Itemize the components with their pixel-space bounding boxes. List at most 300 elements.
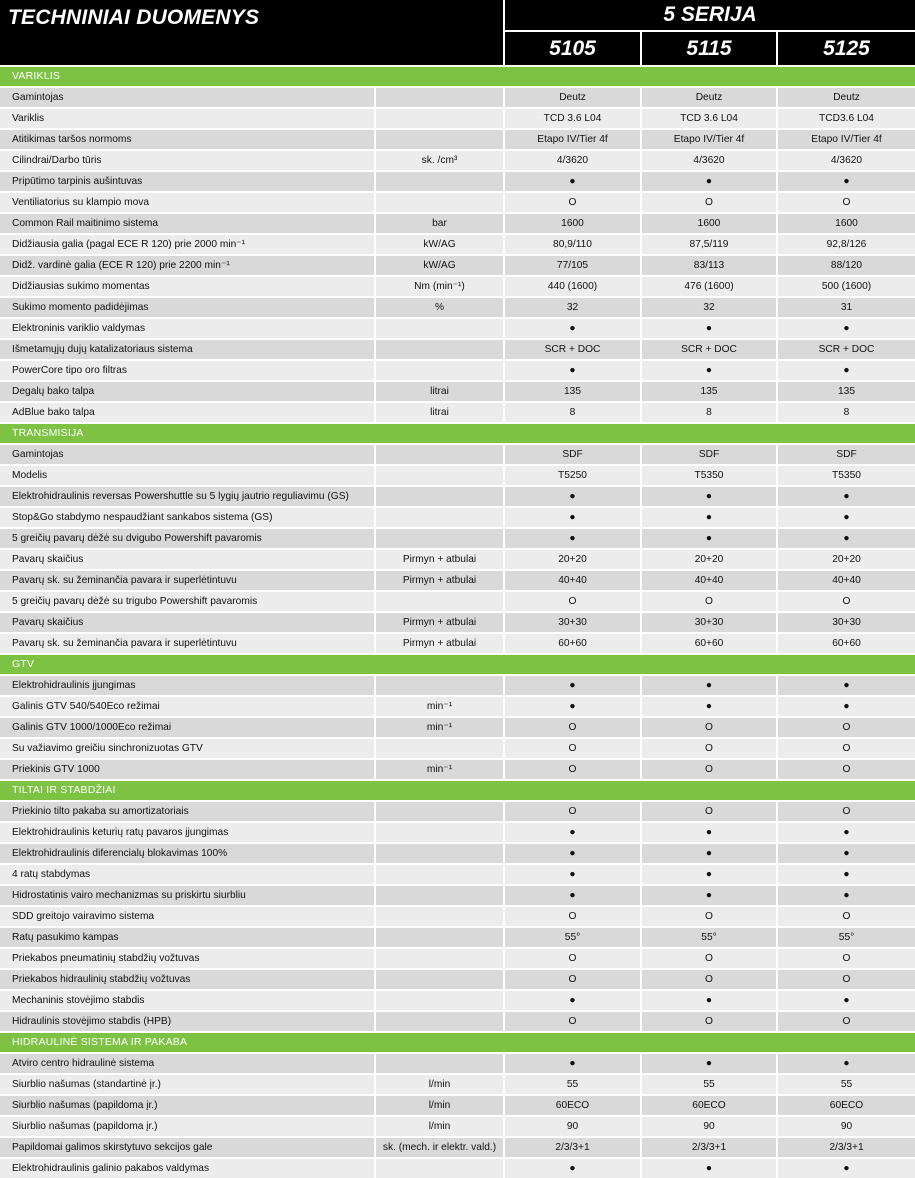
table-row <box>0 193 915 212</box>
spec-value-model-5105: O <box>505 802 640 821</box>
spec-name: Pavarų sk. su žeminančia pavara ir superlėtintuvu <box>0 571 376 590</box>
spec-unit <box>376 109 503 128</box>
spec-value-model-5115: ● <box>642 865 776 884</box>
spec-value-model-5115: ● <box>642 697 776 716</box>
spec-unit <box>376 319 503 338</box>
table-row <box>0 1012 915 1031</box>
spec-name: Didž. vardinė galia (ECE R 120) prie 2200 min⁻¹ <box>0 256 376 275</box>
spec-value-model-5115: 40+40 <box>642 571 776 590</box>
spec-value-model-5105: ● <box>505 361 640 380</box>
spec-value-model-5115: O <box>642 802 776 821</box>
spec-name: AdBlue bako talpa <box>0 403 376 422</box>
section-header: HIDRAULINĖ SISTEMA IR PAKABA <box>0 1033 915 1052</box>
spec-value-model-5115: 4/3620 <box>642 151 776 170</box>
spec-value-model-5105: 60ECO <box>505 1096 640 1115</box>
spec-value-model-5115: O <box>642 970 776 989</box>
spec-name: Variklis <box>0 109 376 128</box>
spec-value-model-5105: 8 <box>505 403 640 422</box>
spec-value-model-5125: Etapo IV/Tier 4f <box>778 130 915 149</box>
spec-value-model-5115: SCR + DOC <box>642 340 776 359</box>
spec-value-model-5105: 80,9/110 <box>505 235 640 254</box>
table-row <box>0 403 915 422</box>
spec-value-model-5125: 40+40 <box>778 571 915 590</box>
spec-name: 4 ratų stabdymas <box>0 865 376 884</box>
spec-value-model-5105: ● <box>505 823 640 842</box>
spec-unit <box>376 487 503 506</box>
spec-value-model-5125: ● <box>778 676 915 695</box>
spec-value-model-5115: 30+30 <box>642 613 776 632</box>
spec-value-model-5105: O <box>505 193 640 212</box>
spec-name: Priekinio tilto pakaba su amortizatoriais <box>0 802 376 821</box>
spec-unit <box>376 592 503 611</box>
spec-value-model-5115: ● <box>642 487 776 506</box>
spec-value-model-5125: ● <box>778 172 915 191</box>
table-row <box>0 445 915 464</box>
spec-value-model-5125: Deutz <box>778 88 915 107</box>
spec-value-model-5115: ● <box>642 319 776 338</box>
spec-value-model-5115: 1600 <box>642 214 776 233</box>
spec-value-model-5105: 55° <box>505 928 640 947</box>
model-5115-header: 5115 <box>642 32 776 65</box>
spec-value-model-5105: ● <box>505 865 640 884</box>
table-row <box>0 802 915 821</box>
spec-value-model-5115: ● <box>642 844 776 863</box>
spec-unit <box>376 340 503 359</box>
spec-name: Common Rail maitinimo sistema <box>0 214 376 233</box>
spec-value-model-5125: 500 (1600) <box>778 277 915 296</box>
spec-unit <box>376 508 503 527</box>
spec-value-model-5105: O <box>505 592 640 611</box>
spec-value-model-5115: 60ECO <box>642 1096 776 1115</box>
spec-value-model-5125: 4/3620 <box>778 151 915 170</box>
spec-value-model-5115: ● <box>642 361 776 380</box>
spec-value-model-5115: O <box>642 1012 776 1031</box>
spec-value-model-5125: T5350 <box>778 466 915 485</box>
spec-value-model-5105: SCR + DOC <box>505 340 640 359</box>
spec-unit <box>376 1012 503 1031</box>
table-row <box>0 907 915 926</box>
spec-name: Gamintojas <box>0 445 376 464</box>
spec-name: Priekinis GTV 1000 <box>0 760 376 779</box>
spec-value-model-5105: 135 <box>505 382 640 401</box>
table-row <box>0 319 915 338</box>
spec-unit <box>376 676 503 695</box>
spec-unit <box>376 88 503 107</box>
spec-value-model-5125: O <box>778 1012 915 1031</box>
spec-unit: l/min <box>376 1075 503 1094</box>
spec-value-model-5115: ● <box>642 529 776 548</box>
spec-name: SDD greitojo vairavimo sistema <box>0 907 376 926</box>
spec-value-model-5125: ● <box>778 319 915 338</box>
spec-value-model-5105: O <box>505 949 640 968</box>
spec-value-model-5105: ● <box>505 172 640 191</box>
spec-value-model-5115: TCD 3.6 L04 <box>642 109 776 128</box>
spec-value-model-5115: 476 (1600) <box>642 277 776 296</box>
spec-value-model-5125: O <box>778 193 915 212</box>
spec-value-model-5115: O <box>642 592 776 611</box>
spec-name: Pavarų skaičius <box>0 613 376 632</box>
table-row <box>0 214 915 233</box>
spec-unit <box>376 949 503 968</box>
spec-unit <box>376 865 503 884</box>
spec-value-model-5125: ● <box>778 487 915 506</box>
table-row <box>0 466 915 485</box>
spec-name: Elektrohidraulinis įjungimas <box>0 676 376 695</box>
table-row <box>0 613 915 632</box>
spec-unit <box>376 844 503 863</box>
spec-value-model-5125: 60ECO <box>778 1096 915 1115</box>
spec-name: Didžiausia galia (pagal ECE R 120) prie 2000 min⁻¹ <box>0 235 376 254</box>
table-row <box>0 1054 915 1073</box>
table-row <box>0 928 915 947</box>
table-header <box>0 0 915 65</box>
spec-unit <box>376 739 503 758</box>
spec-value-model-5115: 90 <box>642 1117 776 1136</box>
spec-value-model-5105: ● <box>505 676 640 695</box>
spec-value-model-5115: 60+60 <box>642 634 776 653</box>
spec-name: Hidrostatinis vairo mechanizmas su priskirtu siurbliu <box>0 886 376 905</box>
spec-unit <box>376 1054 503 1073</box>
spec-name: Elektrohidraulinis reversas Powershuttle su 5 lygių jautrio reguliavimu (GS) <box>0 487 376 506</box>
spec-value-model-5105: 90 <box>505 1117 640 1136</box>
page-title: TECHNINIAI DUOMENYS <box>0 0 503 65</box>
table-row <box>0 151 915 170</box>
spec-value-model-5105: O <box>505 970 640 989</box>
spec-value-model-5115: ● <box>642 1159 776 1178</box>
spec-name: Papildomai galimos skirstytuvo sekcijos gale <box>0 1138 376 1157</box>
spec-name: Mechaninis stovėjimo stabdis <box>0 991 376 1010</box>
spec-value-model-5125: 92,8/126 <box>778 235 915 254</box>
section-header: GTV <box>0 655 915 674</box>
spec-unit: sk. /cm³ <box>376 151 503 170</box>
spec-unit: min⁻¹ <box>376 697 503 716</box>
table-row <box>0 88 915 107</box>
spec-value-model-5125: ● <box>778 697 915 716</box>
table-row <box>0 970 915 989</box>
spec-value-model-5125: 88/120 <box>778 256 915 275</box>
spec-value-model-5115: O <box>642 907 776 926</box>
table-row <box>0 529 915 548</box>
spec-value-model-5105: ● <box>505 991 640 1010</box>
spec-unit <box>376 802 503 821</box>
spec-value-model-5115: Etapo IV/Tier 4f <box>642 130 776 149</box>
spec-value-model-5115: Deutz <box>642 88 776 107</box>
spec-name: Degalų bako talpa <box>0 382 376 401</box>
spec-unit: Pirmyn + atbulai <box>376 613 503 632</box>
spec-name: Stop&Go stabdymo nespaudžiant sankabos sistema (GS) <box>0 508 376 527</box>
table-row <box>0 718 915 737</box>
spec-name: Ratų pasukimo kampas <box>0 928 376 947</box>
spec-unit: % <box>376 298 503 317</box>
table-row <box>0 487 915 506</box>
spec-value-model-5115: SDF <box>642 445 776 464</box>
spec-value-model-5105: O <box>505 739 640 758</box>
spec-value-model-5105: 60+60 <box>505 634 640 653</box>
spec-name: Elektrohidraulinis diferencialų blokavimas 100% <box>0 844 376 863</box>
spec-value-model-5125: 1600 <box>778 214 915 233</box>
table-row <box>0 298 915 317</box>
spec-value-model-5115: ● <box>642 886 776 905</box>
spec-unit <box>376 886 503 905</box>
spec-value-model-5115: ● <box>642 991 776 1010</box>
spec-value-model-5105: T5250 <box>505 466 640 485</box>
table-row <box>0 508 915 527</box>
spec-value-model-5115: 32 <box>642 298 776 317</box>
spec-unit <box>376 970 503 989</box>
spec-value-model-5125: 55 <box>778 1075 915 1094</box>
table-row <box>0 949 915 968</box>
spec-value-model-5105: O <box>505 760 640 779</box>
spec-value-model-5115: O <box>642 739 776 758</box>
table-row <box>0 130 915 149</box>
spec-value-model-5115: 87,5/119 <box>642 235 776 254</box>
table-row <box>0 571 915 590</box>
spec-value-model-5105: 55 <box>505 1075 640 1094</box>
spec-unit <box>376 928 503 947</box>
spec-value-model-5105: O <box>505 907 640 926</box>
spec-unit: litrai <box>376 382 503 401</box>
spec-value-model-5115: ● <box>642 676 776 695</box>
spec-value-model-5125: ● <box>778 508 915 527</box>
spec-value-model-5125: 30+30 <box>778 613 915 632</box>
model-5125-header: 5125 <box>778 32 915 65</box>
spec-value-model-5125: ● <box>778 865 915 884</box>
spec-value-model-5115: ● <box>642 823 776 842</box>
spec-name: Išmetamųjų dujų katalizatoriaus sistema <box>0 340 376 359</box>
spec-name: Pavarų skaičius <box>0 550 376 569</box>
table-row <box>0 1075 915 1094</box>
spec-unit <box>376 991 503 1010</box>
spec-value-model-5125: TCD3.6 L04 <box>778 109 915 128</box>
table-row <box>0 823 915 842</box>
table-row <box>0 676 915 695</box>
table-row <box>0 256 915 275</box>
spec-value-model-5115: 20+20 <box>642 550 776 569</box>
spec-value-model-5105: ● <box>505 844 640 863</box>
spec-unit: l/min <box>376 1096 503 1115</box>
spec-value-model-5125: ● <box>778 991 915 1010</box>
spec-name: Atviro centro hidraulinė sistema <box>0 1054 376 1073</box>
spec-unit <box>376 361 503 380</box>
spec-name: Siurblio našumas (papildoma įr.) <box>0 1096 376 1115</box>
spec-value-model-5125: 8 <box>778 403 915 422</box>
spec-value-model-5105: 20+20 <box>505 550 640 569</box>
spec-value-model-5115: O <box>642 193 776 212</box>
spec-value-model-5115: 8 <box>642 403 776 422</box>
spec-value-model-5105: TCD 3.6 L04 <box>505 109 640 128</box>
spec-unit <box>376 1159 503 1178</box>
table-row <box>0 865 915 884</box>
spec-value-model-5125: ● <box>778 1054 915 1073</box>
spec-value-model-5115: 55° <box>642 928 776 947</box>
spec-value-model-5125: SCR + DOC <box>778 340 915 359</box>
spec-value-model-5125: O <box>778 949 915 968</box>
spec-value-model-5125: O <box>778 739 915 758</box>
spec-name: Priekabos hidraulinių stabdžių vožtuvas <box>0 970 376 989</box>
spec-name: Elektroninis variklio valdymas <box>0 319 376 338</box>
spec-value-model-5115: ● <box>642 1054 776 1073</box>
spec-name: Elektrohidraulinis galinio pakabos valdymas <box>0 1159 376 1178</box>
spec-unit <box>376 529 503 548</box>
model-5105-header: 5105 <box>505 32 640 65</box>
spec-unit: bar <box>376 214 503 233</box>
spec-name: Pripūtimo tarpinis aušintuvas <box>0 172 376 191</box>
spec-value-model-5125: 31 <box>778 298 915 317</box>
spec-value-model-5125: O <box>778 802 915 821</box>
spec-name: Galinis GTV 1000/1000Eco režimai <box>0 718 376 737</box>
table-row <box>0 172 915 191</box>
table-row <box>0 109 915 128</box>
spec-value-model-5125: 2/3/3+1 <box>778 1138 915 1157</box>
spec-name: Didžiausias sukimo momentas <box>0 277 376 296</box>
spec-name: Pavarų sk. su žeminančia pavara ir superlėtintuvu <box>0 634 376 653</box>
spec-value-model-5125: ● <box>778 361 915 380</box>
spec-value-model-5125: O <box>778 592 915 611</box>
spec-value-model-5105: ● <box>505 886 640 905</box>
spec-value-model-5115: 83/113 <box>642 256 776 275</box>
spec-unit <box>376 193 503 212</box>
spec-value-model-5125: ● <box>778 823 915 842</box>
spec-value-model-5115: 135 <box>642 382 776 401</box>
table-row <box>0 760 915 779</box>
spec-value-model-5105: ● <box>505 319 640 338</box>
table-row <box>0 739 915 758</box>
spec-unit: min⁻¹ <box>376 718 503 737</box>
spec-name: Siurblio našumas (papildoma įr.) <box>0 1117 376 1136</box>
spec-name: PowerCore tipo oro filtras <box>0 361 376 380</box>
table-row <box>0 1117 915 1136</box>
spec-table-body <box>0 67 915 1178</box>
spec-unit: sk. (mech. ir elektr. vald.) <box>376 1138 503 1157</box>
spec-value-model-5125: ● <box>778 844 915 863</box>
table-row <box>0 340 915 359</box>
spec-value-model-5115: O <box>642 760 776 779</box>
spec-value-model-5105: 32 <box>505 298 640 317</box>
spec-name: Elektrohidraulinis keturių ratų pavaros įjungimas <box>0 823 376 842</box>
spec-name: Su važiavimo greičiu sinchronizuotas GTV <box>0 739 376 758</box>
spec-unit <box>376 823 503 842</box>
spec-value-model-5105: ● <box>505 529 640 548</box>
spec-unit: Pirmyn + atbulai <box>376 550 503 569</box>
spec-value-model-5125: 55° <box>778 928 915 947</box>
table-row <box>0 1159 915 1178</box>
spec-value-model-5125: 135 <box>778 382 915 401</box>
spec-value-model-5105: 1600 <box>505 214 640 233</box>
spec-unit <box>376 172 503 191</box>
spec-value-model-5105: O <box>505 1012 640 1031</box>
spec-value-model-5105: Deutz <box>505 88 640 107</box>
spec-name: Modelis <box>0 466 376 485</box>
spec-unit <box>376 445 503 464</box>
spec-value-model-5105: 440 (1600) <box>505 277 640 296</box>
spec-value-model-5115: ● <box>642 508 776 527</box>
spec-value-model-5115: T5350 <box>642 466 776 485</box>
table-row <box>0 991 915 1010</box>
spec-unit: litrai <box>376 403 503 422</box>
spec-value-model-5105: Etapo IV/Tier 4f <box>505 130 640 149</box>
table-row <box>0 382 915 401</box>
table-row <box>0 1138 915 1157</box>
spec-name: Ventiliatorius su klampio mova <box>0 193 376 212</box>
spec-unit: kW/AG <box>376 235 503 254</box>
spec-name: Priekabos pneumatinių stabdžių vožtuvas <box>0 949 376 968</box>
spec-value-model-5105: ● <box>505 697 640 716</box>
spec-unit <box>376 907 503 926</box>
spec-name: Galinis GTV 540/540Eco režimai <box>0 697 376 716</box>
table-row <box>0 634 915 653</box>
spec-unit: Nm (min⁻¹) <box>376 277 503 296</box>
spec-unit: min⁻¹ <box>376 760 503 779</box>
table-row <box>0 697 915 716</box>
spec-value-model-5125: ● <box>778 529 915 548</box>
spec-value-model-5115: O <box>642 949 776 968</box>
spec-name: Gamintojas <box>0 88 376 107</box>
spec-unit: Pirmyn + atbulai <box>376 634 503 653</box>
section-header: VARIKLIS <box>0 67 915 86</box>
table-row <box>0 844 915 863</box>
spec-name: 5 greičių pavarų dėžė su dvigubo Powershift pavaromis <box>0 529 376 548</box>
spec-value-model-5125: O <box>778 970 915 989</box>
spec-value-model-5125: O <box>778 718 915 737</box>
spec-unit: Pirmyn + atbulai <box>376 571 503 590</box>
table-row <box>0 592 915 611</box>
spec-value-model-5125: 20+20 <box>778 550 915 569</box>
spec-value-model-5125: O <box>778 760 915 779</box>
spec-value-model-5115: O <box>642 718 776 737</box>
spec-value-model-5125: ● <box>778 1159 915 1178</box>
spec-value-model-5105: 2/3/3+1 <box>505 1138 640 1157</box>
spec-unit <box>376 130 503 149</box>
spec-name: Atitikimas taršos normoms <box>0 130 376 149</box>
spec-unit: l/min <box>376 1117 503 1136</box>
spec-value-model-5105: 40+40 <box>505 571 640 590</box>
spec-value-model-5105: SDF <box>505 445 640 464</box>
spec-value-model-5105: 4/3620 <box>505 151 640 170</box>
spec-value-model-5105: ● <box>505 1054 640 1073</box>
table-row <box>0 277 915 296</box>
spec-name: Hidraulinis stovėjimo stabdis (HPB) <box>0 1012 376 1031</box>
spec-value-model-5115: ● <box>642 172 776 191</box>
spec-unit: kW/AG <box>376 256 503 275</box>
spec-value-model-5105: O <box>505 718 640 737</box>
spec-value-model-5105: 30+30 <box>505 613 640 632</box>
table-row <box>0 235 915 254</box>
table-row <box>0 361 915 380</box>
spec-unit <box>376 466 503 485</box>
section-header: TRANSMISIJA <box>0 424 915 443</box>
spec-value-model-5105: ● <box>505 487 640 506</box>
spec-name: Cilindrai/Darbo tūris <box>0 151 376 170</box>
spec-value-model-5105: ● <box>505 508 640 527</box>
spec-value-model-5125: ● <box>778 886 915 905</box>
spec-value-model-5115: 55 <box>642 1075 776 1094</box>
spec-value-model-5115: 2/3/3+1 <box>642 1138 776 1157</box>
spec-value-model-5125: O <box>778 907 915 926</box>
spec-value-model-5125: SDF <box>778 445 915 464</box>
spec-name: 5 greičių pavarų dėžė su trigubo Powershift pavaromis <box>0 592 376 611</box>
table-row <box>0 886 915 905</box>
spec-value-model-5105: ● <box>505 1159 640 1178</box>
spec-name: Siurblio našumas (standartinė įr.) <box>0 1075 376 1094</box>
table-row <box>0 550 915 569</box>
spec-value-model-5125: 90 <box>778 1117 915 1136</box>
spec-value-model-5105: 77/105 <box>505 256 640 275</box>
series-title: 5 SERIJA <box>505 0 915 30</box>
section-header: TILTAI IR STABDŽIAI <box>0 781 915 800</box>
table-row <box>0 1096 915 1115</box>
spec-name: Sukimo momento padidėjimas <box>0 298 376 317</box>
spec-value-model-5125: 60+60 <box>778 634 915 653</box>
